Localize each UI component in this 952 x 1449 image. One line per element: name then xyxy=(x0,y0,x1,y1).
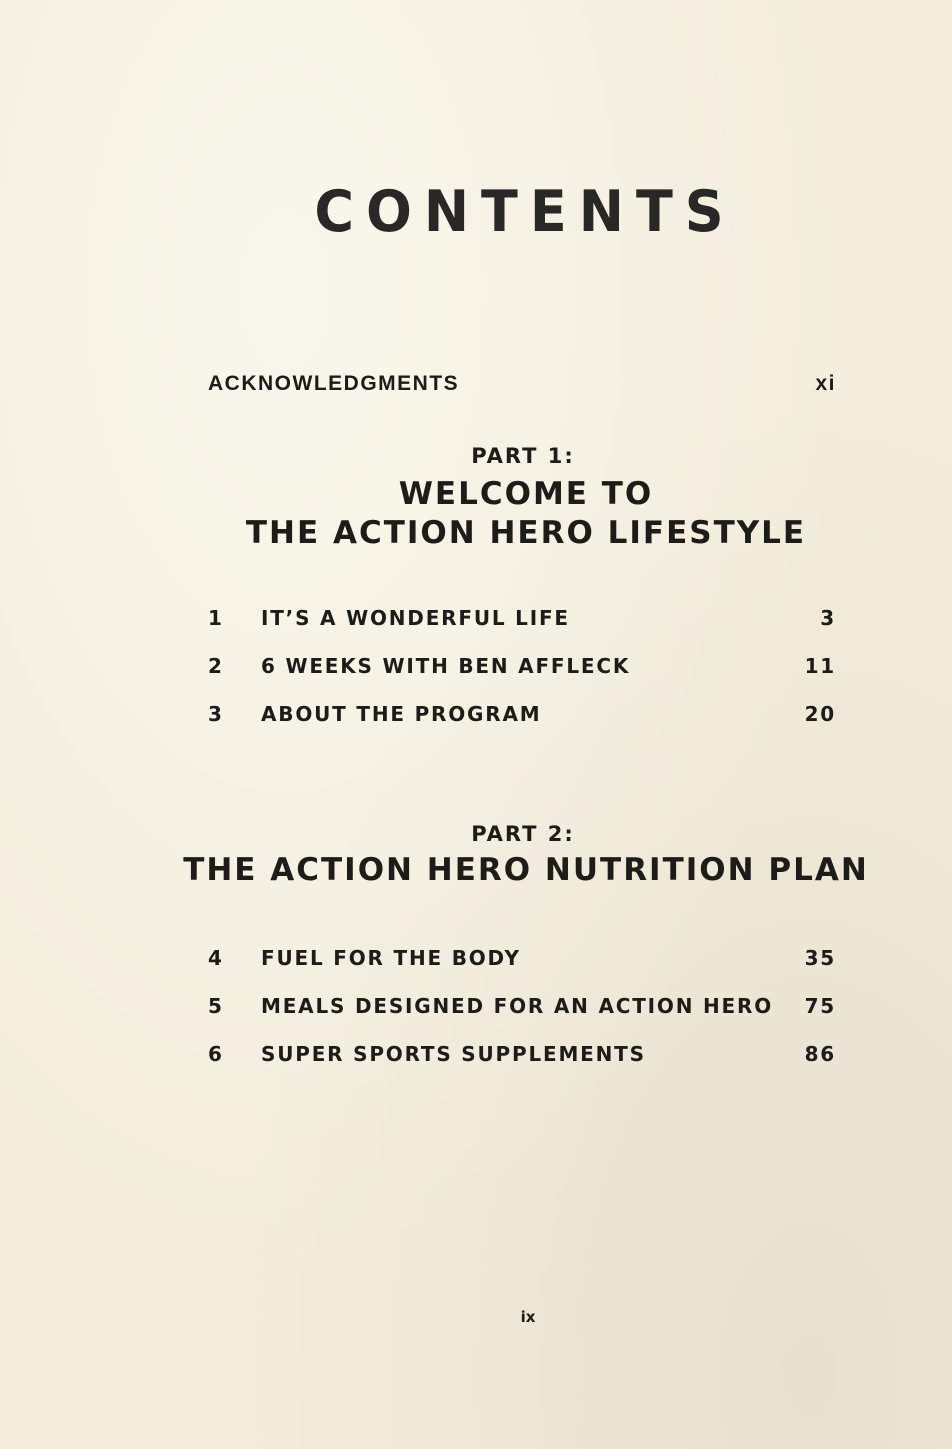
part-2-label: PART 2: xyxy=(471,822,575,846)
chapter-page: 75 xyxy=(804,994,836,1018)
chapter-page: 3 xyxy=(820,606,836,630)
acknowledgments-label: ACKNOWLEDGMENTS xyxy=(208,372,460,395)
toc-entry-chapter-6 xyxy=(208,1042,836,1090)
chapter-number: 5 xyxy=(208,994,224,1018)
toc-entry-chapter-1 xyxy=(208,606,836,654)
part-1-title-line-2: THE ACTION HERO LIFESTYLE xyxy=(245,515,807,551)
chapter-number: 4 xyxy=(208,946,224,970)
part-2-chapter-list xyxy=(208,946,836,1090)
chapter-title: IT’S A WONDERFUL LIFE xyxy=(261,606,570,630)
part-2-title-line-1: THE ACTION HERO NUTRITION PLAN xyxy=(183,852,869,888)
part-1-chapter-list xyxy=(208,606,836,750)
chapter-number: 3 xyxy=(208,702,224,726)
chapter-title: 6 WEEKS WITH BEN AFFLECK xyxy=(261,654,631,678)
toc-entry-chapter-2 xyxy=(208,654,836,702)
acknowledgments-page: xi xyxy=(815,372,836,395)
toc-entry-acknowledgments xyxy=(208,372,836,396)
part-1-title-line-1: WELCOME TO xyxy=(398,476,654,512)
page-number: ix xyxy=(520,1308,536,1326)
chapter-page: 86 xyxy=(804,1042,836,1066)
chapter-title: ABOUT THE PROGRAM xyxy=(261,702,542,726)
toc-entry-chapter-4 xyxy=(208,946,836,994)
chapter-number: 2 xyxy=(208,654,224,678)
chapter-number: 1 xyxy=(208,606,224,630)
chapter-page: 35 xyxy=(804,946,836,970)
part-1-label: PART 1: xyxy=(471,444,575,468)
chapter-page: 20 xyxy=(804,702,836,726)
page-title: CONTENTS xyxy=(314,178,736,245)
toc-entry-chapter-3 xyxy=(208,702,836,750)
chapter-title: MEALS DESIGNED FOR AN ACTION HERO xyxy=(261,994,773,1018)
chapter-title: FUEL FOR THE BODY xyxy=(261,946,521,970)
chapter-page: 11 xyxy=(804,654,836,678)
chapter-title: SUPER SPORTS SUPPLEMENTS xyxy=(261,1042,646,1066)
chapter-number: 6 xyxy=(208,1042,224,1066)
toc-entry-chapter-5 xyxy=(208,994,836,1042)
